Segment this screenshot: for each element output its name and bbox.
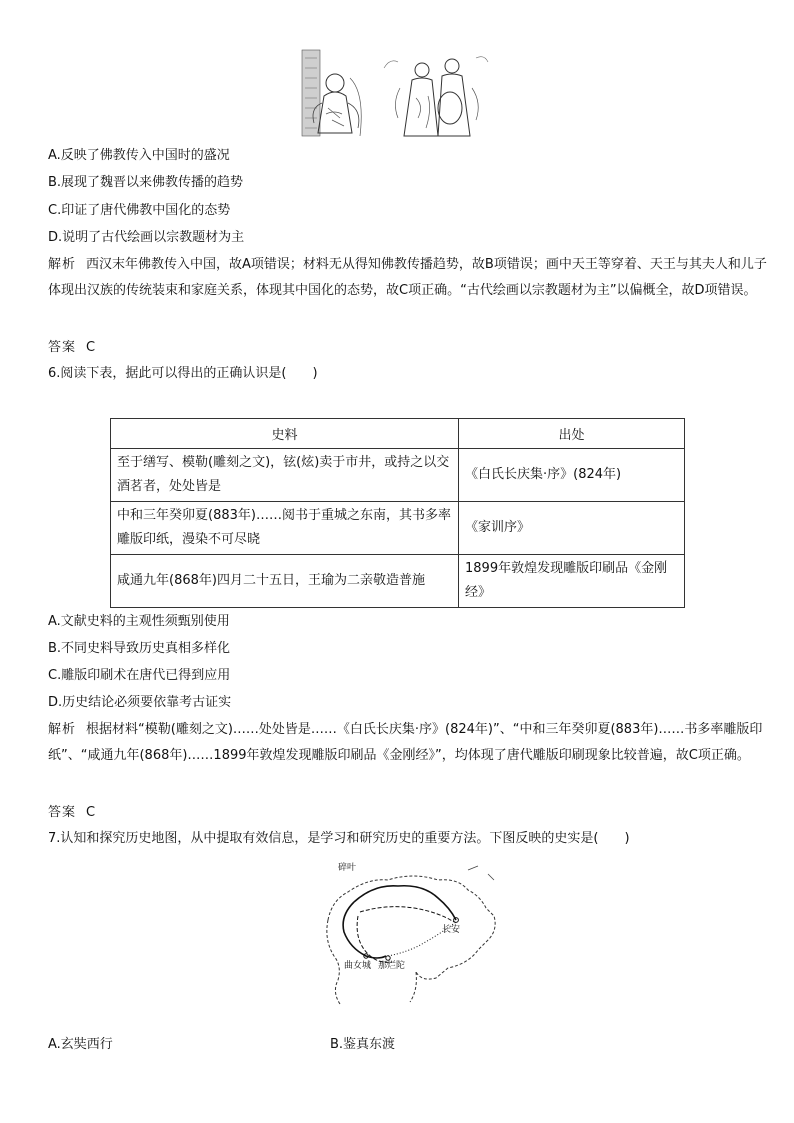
q5-analysis <box>48 252 776 304</box>
q6-stem: 6.阅读下表，据此可以得出的正确认识是( ) <box>48 366 318 381</box>
q5-analysis-label: 解析 <box>48 257 77 272</box>
table-cell-origin: 《家训序》 <box>459 502 685 555</box>
q6-answer <box>48 804 95 822</box>
table-row <box>111 555 685 608</box>
q7-stem: 7.认知和探究历史地图，从中提取有效信息，是学习和研究历史的重要方法。下图反映的史实是( ) <box>48 831 630 846</box>
route-map <box>318 860 504 1010</box>
q6-answer-label: 答案 <box>48 805 77 820</box>
q5-option-a: A.反映了佛教传入中国时的盛况 <box>48 148 230 163</box>
q6-option-d: D.历史结论必须要依靠考古证实 <box>48 695 232 710</box>
table-row <box>111 449 685 502</box>
q7-option-a: A.玄奘西行 <box>48 1037 113 1052</box>
q6-analysis-label: 解析 <box>48 722 77 737</box>
buddhist-painting-figure <box>300 48 490 138</box>
q5-option-b: B.展现了魏晋以来佛教传播的趋势 <box>48 175 244 190</box>
q5-option-d: D.说明了古代绘画以宗教题材为主 <box>48 230 245 245</box>
map-label-nalanda: 那烂陀 <box>378 961 406 971</box>
map-label-suiye: 碎叶 <box>338 863 357 873</box>
q6-option-c: C.雕版印刷术在唐代已得到应用 <box>48 668 231 683</box>
q7-option-b: B.鉴真东渡 <box>330 1037 396 1052</box>
q6-option-a: A.文献史料的主观性须甄别使用 <box>48 614 230 629</box>
table-header-row <box>111 419 685 449</box>
q6-answer-value: C <box>86 805 96 820</box>
table-row <box>111 502 685 555</box>
map-label-changan: 长安 <box>442 925 461 935</box>
q5-answer <box>48 339 95 357</box>
table-header-origin: 出处 <box>459 419 685 449</box>
q6-analysis <box>48 717 776 769</box>
map-label-kanyakubja: 曲女城 <box>344 961 372 971</box>
q5-option-c: C.印证了唐代佛教中国化的态势 <box>48 203 231 218</box>
table-cell-source: 中和三年癸卯夏(883年)……阅书于重城之东南，其书多率雕版印纸，漫染不可尽晓 <box>111 502 459 555</box>
table-cell-source: 咸通九年(868年)四月二十五日，王瑜为二亲敬造普施 <box>111 555 459 608</box>
q5-analysis-text: 西汉末年佛教传入中国，故A项错误；材料无从得知佛教传播趋势，故B项错误；画中天王等穿着、天王与其夫人和儿子体现出汉族的传统装束和家庭关系，体现其中国化的态势，故C项正确。“古代绘画以宗教题材为主”以偏概全，故D项错误。 <box>48 257 767 298</box>
q5-answer-label: 答案 <box>48 340 77 355</box>
table-header-source: 史料 <box>111 419 459 449</box>
q6-option-b: B.不同史料导致历史真相多样化 <box>48 641 231 656</box>
table-cell-origin: 《白氏长庆集·序》(824年) <box>459 449 685 502</box>
table-cell-origin: 1899年敦煌发现雕版印刷品《金刚经》 <box>459 555 685 608</box>
q6-analysis-text: 根据材料“模勒(雕刻之文)……处处皆是……《白氏长庆集·序》(824年)”、“中和三年癸卯夏(883年)……书多率雕版印纸”、“咸通九年(868年)……1899年敦煌发现雕版印刷品《金刚经》”，均体现了唐代雕版印刷现象比较普遍，故C项正确。 <box>48 722 763 763</box>
table-cell-source: 至于缮写、模勒(雕刻之文)，铉(炫)卖于市井，或持之以交酒茗者，处处皆是 <box>111 449 459 502</box>
q5-answer-value: C <box>86 340 96 355</box>
source-table <box>110 418 685 608</box>
